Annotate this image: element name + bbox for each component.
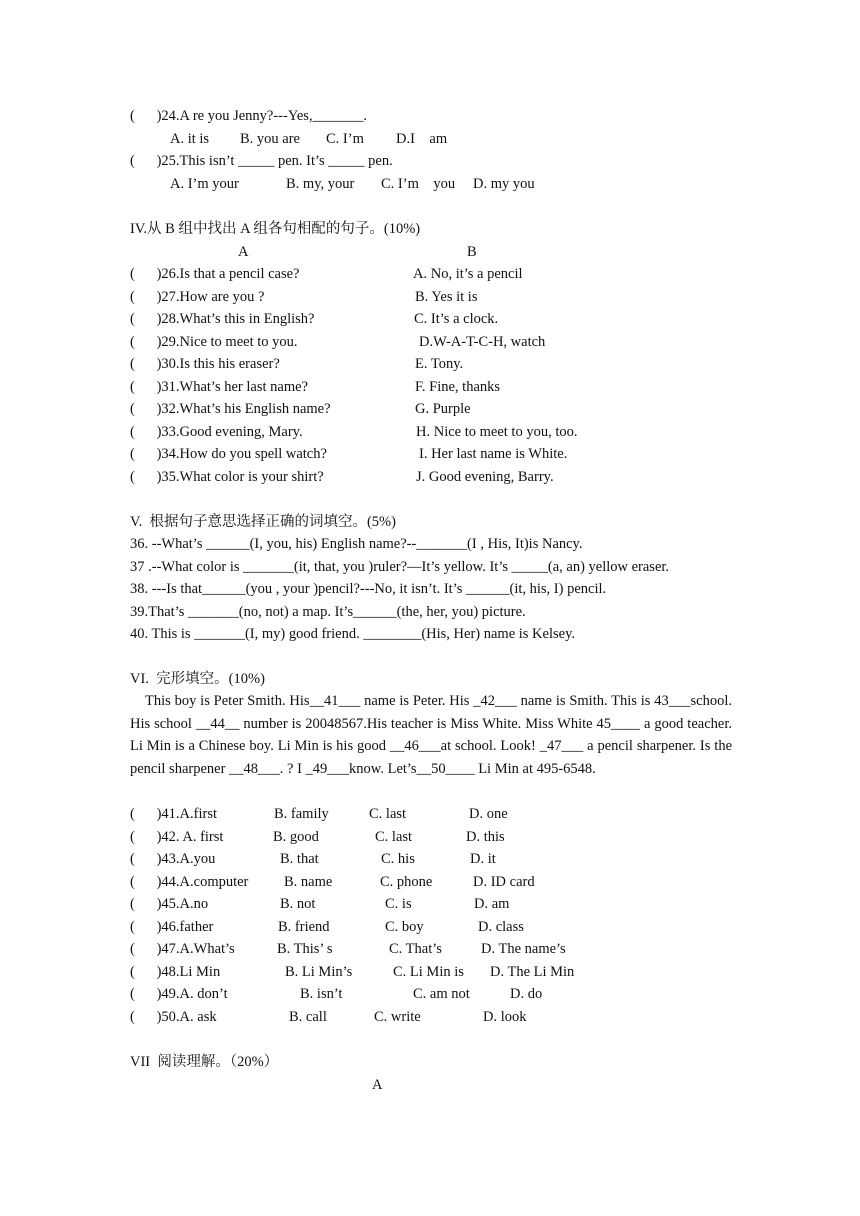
cloze-q50-c: C. write xyxy=(374,1009,421,1025)
cloze-q44-b: B. name xyxy=(284,874,333,890)
fill-line-40: 40. This is _______(I, my) good friend. ________(His, Her) name is Kelsey. xyxy=(130,626,576,642)
cloze-q42-b: B. good xyxy=(273,829,319,845)
cloze-q48-c: C. Li Min is xyxy=(393,964,464,980)
fill-line-38: 38. ---Is that______(you , your )pencil?---No, it isn’t. It’s ______(it, his, I) pencil. xyxy=(130,581,607,597)
match-b-g: G. Purple xyxy=(415,401,471,417)
cloze-q47-c: C. That’s xyxy=(389,941,442,957)
cloze-passage: This boy is Peter Smith. His__41___ name is Peter. His _42___ name is Smith. This is 43___school. His school __44__ number is 20048567.His teacher is Miss White. Miss White 45____ a good teacher. Li Min is a Chinese boy. Li Min is his good __46___at school. Look! _47___ a pencil sharpener. Is the pencil sharpener __48___. ? I _49___know. Let’s__50____ Li Min at 495-6548. xyxy=(130,693,732,777)
cloze-q49-d: D. do xyxy=(510,986,543,1002)
cloze-q50-d: D. look xyxy=(483,1009,527,1025)
cloze-q49-c: C. am not xyxy=(413,986,470,1002)
cloze-q49: ( )49.A. don’t xyxy=(130,986,228,1002)
section-4-title: IV.从 B 组中找出 A 组各句相配的句子。(10%) xyxy=(130,221,421,237)
q25-option-b: B. my, your xyxy=(286,176,355,192)
reading-passage-label: A xyxy=(372,1077,383,1093)
cloze-q43-b: B. that xyxy=(280,851,319,867)
cloze-q46-b: B. friend xyxy=(278,919,330,935)
q25-option-c: C. I’m you xyxy=(381,176,456,192)
match-b-a: A. No, it’s a pencil xyxy=(413,266,523,282)
section-5-title: V. 根据句子意思选择正确的词填空。(5%) xyxy=(130,514,396,530)
match-a-30: ( )30.Is this his eraser? xyxy=(130,356,280,372)
q24-option-c: C. I’m xyxy=(326,131,364,147)
fill-line-36: 36. --What’s ______(I, you, his) English name?--_______(I , His, It)is Nancy. xyxy=(130,536,583,552)
match-a-27: ( )27.How are you ? xyxy=(130,289,265,305)
cloze-q41: ( )41.A.first xyxy=(130,806,217,822)
match-b-h: H. Nice to meet to you, too. xyxy=(416,424,578,440)
column-b-header: B xyxy=(467,244,477,260)
cloze-q42: ( )42. A. first xyxy=(130,829,224,845)
cloze-q48-d: D. The Li Min xyxy=(490,964,575,980)
cloze-q49-b: B. isn’t xyxy=(300,986,343,1002)
q25-option-a: A. I’m your xyxy=(170,176,239,192)
match-b-i: I. Her last name is White. xyxy=(419,446,568,462)
cloze-q43-d: D. it xyxy=(470,851,496,867)
cloze-q41-d: D. one xyxy=(469,806,508,822)
match-b-b: B. Yes it is xyxy=(415,289,478,305)
q24-option-d: D.I am xyxy=(396,131,448,147)
cloze-q44-c: C. phone xyxy=(380,874,433,890)
cloze-q46-c: C. boy xyxy=(385,919,424,935)
cloze-q43: ( )43.A.you xyxy=(130,851,216,867)
cloze-q41-c: C. last xyxy=(369,806,407,822)
fill-line-37: 37 .--What color is _______(it, that, you )ruler?—It’s yellow. It’s _____(a, an) yellow eraser. xyxy=(130,559,670,575)
column-a-header: A xyxy=(238,244,249,260)
match-a-29: ( )29.Nice to meet to you. xyxy=(130,334,298,350)
match-a-35: ( )35.What color is your shirt? xyxy=(130,469,324,485)
match-a-26: ( )26.Is that a pencil case? xyxy=(130,266,300,282)
match-b-c: C. It’s a clock. xyxy=(414,311,499,327)
cloze-q48: ( )48.Li Min xyxy=(130,964,221,980)
cloze-q46: ( )46.father xyxy=(130,919,214,935)
section-6-title: VI. 完形填空。(10%) xyxy=(130,671,265,687)
match-a-34: ( )34.How do you spell watch? xyxy=(130,446,327,462)
cloze-q45-d: D. am xyxy=(474,896,510,912)
cloze-q45-c: C. is xyxy=(385,896,412,912)
cloze-q47-d: D. The name’s xyxy=(481,941,566,957)
cloze-q48-b: B. Li Min’s xyxy=(285,964,353,980)
cloze-q43-c: C. his xyxy=(381,851,415,867)
q24-option-a: A. it is xyxy=(170,131,210,147)
cloze-q50: ( )50.A. ask xyxy=(130,1009,217,1025)
cloze-q44-d: D. ID card xyxy=(473,874,535,890)
section-7-title: VII 阅读理解。（20%） xyxy=(130,1054,279,1070)
cloze-q44: ( )44.A.computer xyxy=(130,874,249,890)
question-25: ( )25.This isn’t _____ pen. It’s _____ pen. xyxy=(130,153,393,169)
match-b-f: F. Fine, thanks xyxy=(415,379,501,395)
cloze-q42-d: D. this xyxy=(466,829,505,845)
cloze-q45-b: B. not xyxy=(280,896,316,912)
cloze-q41-b: B. family xyxy=(274,806,329,822)
fill-line-39: 39.That’s _______(no, not) a map. It’s______(the, her, you) picture. xyxy=(130,604,526,620)
match-b-e: E. Tony. xyxy=(415,356,464,372)
match-b-d: D.W-A-T-C-H, watch xyxy=(419,334,546,350)
question-24: ( )24.A re you Jenny?---Yes,_______. xyxy=(130,108,367,124)
cloze-q46-d: D. class xyxy=(478,919,524,935)
cloze-q47-b: B. This’ s xyxy=(277,941,333,957)
match-a-31: ( )31.What’s her last name? xyxy=(130,379,308,395)
match-a-28: ( )28.What’s this in English? xyxy=(130,311,315,327)
match-a-33: ( )33.Good evening, Mary. xyxy=(130,424,303,440)
cloze-q50-b: B. call xyxy=(289,1009,327,1025)
cloze-q45: ( )45.A.no xyxy=(130,896,209,912)
q25-option-d: D. my you xyxy=(473,176,535,192)
match-b-j: J. Good evening, Barry. xyxy=(416,469,554,485)
match-a-32: ( )32.What’s his English name? xyxy=(130,401,331,417)
q24-option-b: B. you are xyxy=(240,131,300,147)
cloze-q47: ( )47.A.What’s xyxy=(130,941,235,957)
cloze-q42-c: C. last xyxy=(375,829,413,845)
